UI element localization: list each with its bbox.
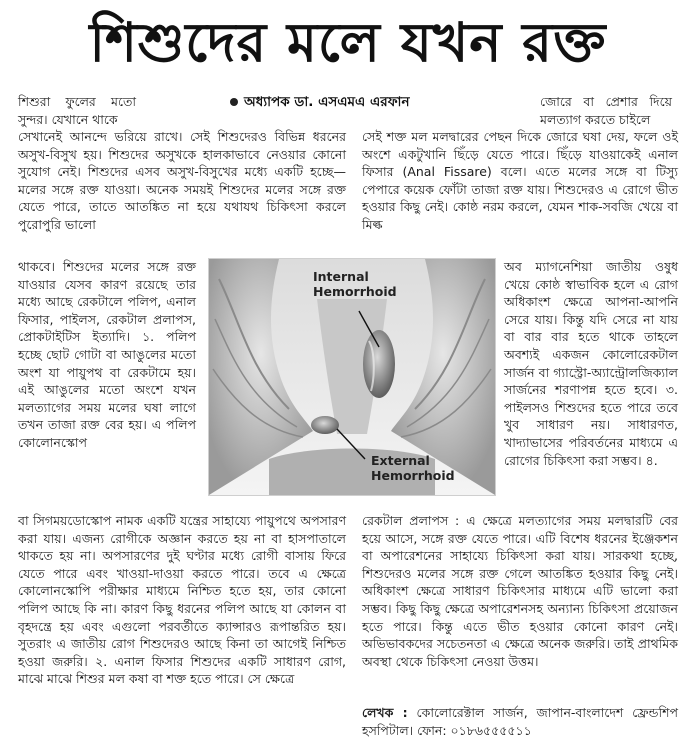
right-intro-text: জোরে বা প্রেশার দিয়ে মলত্যাগ করতে চাইলে — [540, 94, 672, 127]
bullet-icon — [230, 98, 238, 106]
hemorrhoid-illustration — [208, 258, 496, 496]
headline: শিশুদের মলে যখন রক্ত — [89, 11, 607, 74]
author-info: কোলোরেক্টাল সার্জন, জাপান-বাংলাদেশ ফ্রেন্ডশিপ হসপিটাল। ফোন: ০১৮৬৫৫৫৫১১ — [362, 705, 678, 738]
author-label: লেখক : — [362, 705, 408, 720]
left-paragraph-2: থাকবে। শিশুদের মলের সঙ্গে রক্ত যাওয়ার যেসব কারণ রয়েছে তার মধ্যে আছে রেকটালে পলিপ, এনাল ফিসার, পাইলস, রেকটাল প্রলাপস, প্রোকটাইটিস ইত্যাদি। ১. পলিপ হচ্ছে ছোট গোটা বা আঙুলের মতো অংশ যা পায়ুপথ বা রেকটামে হয়। এই আঙুলের মতো অংশে যখন মলত্যাগের সময় মলের ঘষা লাগে তখন তাজা রক্ত বের হয়। এ পলিপ কোলোনস্কোপ — [18, 259, 196, 450]
left-intro-text: শিশুরা ফুলের মতো সুন্দর। যেখানে থাকে — [18, 94, 136, 127]
author-line — [362, 704, 678, 739]
right-paragraph-1: সেই শক্ত মল মলদ্বারের পেছন দিকে জোরে ঘষা দেয়, ফলে ওই অংশে একটুখানি ছিঁড়ে যেতে পারে। ছিঁড়ে যাওয়াকেই এনাল ফিসার (Anal Fissare) বলে। এতে মলের সঙ্গে বা টিস্যু পেপারে কয়েক ফোঁটা তাজা রক্ত যায়। শিশুদেরও এ রোগে ভীত হওয়ার কিছু নেই। কোষ্ঠ নরম করলে, যেমন শাক-সবজি খেয়ে বা মিল্ক — [362, 129, 678, 232]
internal-hemorrhoid-label: Internal Hemorrhoid — [313, 269, 397, 299]
author-name: অধ্যাপক ডা. এসএমএ এরফান — [244, 94, 410, 110]
left-paragraph-3: বা সিগময়ডোস্কোপ নামক একটি যন্ত্রের সাহায্যে পায়ুপথে অপসারণ করা যায়। এজন্য রোগীকে অজ্ঞান করতে হয় না বা হাসপাতালে থাকতে হয় না। অপসারণের দুই ঘণ্টার মধ্যে রোগী বাসায় ফিরে যেতে পারে এবং খাওয়া-দাওয়া করতে পারে। তবে এ ক্ষেত্রে কোলোনস্কোপি পরীক্ষার মাধ্যমে নিশ্চিত হতে হয়, তার কোনো পলিপ আছে কি না। কারণ কিছু ধরনের পলিপ আছে যা কোলন বা বৃহদন্ত্রে হয় এবং এগুলো পরবর্তীতে ক্যান্সারও রূপান্তরিত হয়। সুতরাং এ জাতীয় রোগ শিশুদেরও আছে কিনা তা আগেই নিশ্চিত হওয়া জরুরি। ২. এনাল ফিসার শিশুদের একটি সাধারণ রোগ, মাঝে মাঝে শিশুর মল কষা বা শক্ত হতে পারে। সে ক্ষেত্রে — [18, 513, 346, 687]
byline — [230, 93, 530, 111]
external-hemorrhoid-label: External Hemorrhoid — [371, 453, 455, 483]
right-paragraph-2: অব ম্যাগনেশিয়া জাতীয় ওষুধ খেয়ে কোষ্ঠ স্বাভাবিক হলে এ রোগ অধিকাংশ ক্ষেত্রে আপনা-আপনি সেরে যায়। কিন্তু যদি সেরে না যায় বা বার বার হতে থাকে তাহলে অবশ্যই একজন কোলোরেকটাল সার্জন বা গ্যাস্ট্রো-অ্যান্ট্রোলজিক্যাল সার্জনের শরণাপন্ন হতে হবে। ৩. পাইলসও শিশুদের হতে পারে তবে খুব সাধারণ নয়। সাধারণত, খাদ্যাভাসের পরিবর্তনের মাধ্যমে এ রোগের চিকিৎসা করা সম্ভব। ৪. — [504, 259, 678, 468]
right-paragraph-3: রেকটাল প্রলাপস : এ ক্ষেত্রে মলত্যাগের সময় মলদ্বারটি বের হয়ে আসে, সঙ্গে রক্ত যেতে পারে। এটি বিশেষ ধরনের ইঞ্জেকশন বা অপারেশনের সাহায্যে চিকিৎসা করা যায়। সারকথা হচ্ছে, শিশুদেরও মলের সঙ্গে রক্ত গেলে আতঙ্কিত হওয়ার কিছু নেই। অধিকাংশ ক্ষেত্রে সাধারণ চিকিৎসার মাধ্যমে এটি ভালো করা সম্ভব। কিছু কিছু ক্ষেত্রে অপারেশনসহ অন্যান্য চিকিৎসা প্রয়োজন হতে পারে। কিন্তু এতে ভীত হওয়ার কোনো কারণ নেই। অভিভাবকদের সচেতনতা এ ক্ষেত্রে অনেক জরুরি। তাই প্রাথমিক অবস্থা থেকে চিকিৎসা নেওয়া উত্তম। — [362, 513, 678, 669]
left-paragraph-1: সেখানেই আনন্দে ভরিয়ে রাখে। সেই শিশুদেরও বিভিন্ন ধরনের অসুখ-বিসুখ হয়। শিশুদের অসুখকে হালকাভাবে নেওয়ার কোনো সুযোগ নেই। শিশুদের এসব অসুখ-বিসুখের মধ্যে একটি হচ্ছে—মলের সঙ্গে রক্ত যাওয়া। অনেক সময়ই শিশুদের মলের সঙ্গে রক্ত যেতে পারে, তাতে আতঙ্কিত না হয়ে যথাযথ চিকিৎসা করলে পুরোপুরি ভালো — [18, 129, 346, 232]
